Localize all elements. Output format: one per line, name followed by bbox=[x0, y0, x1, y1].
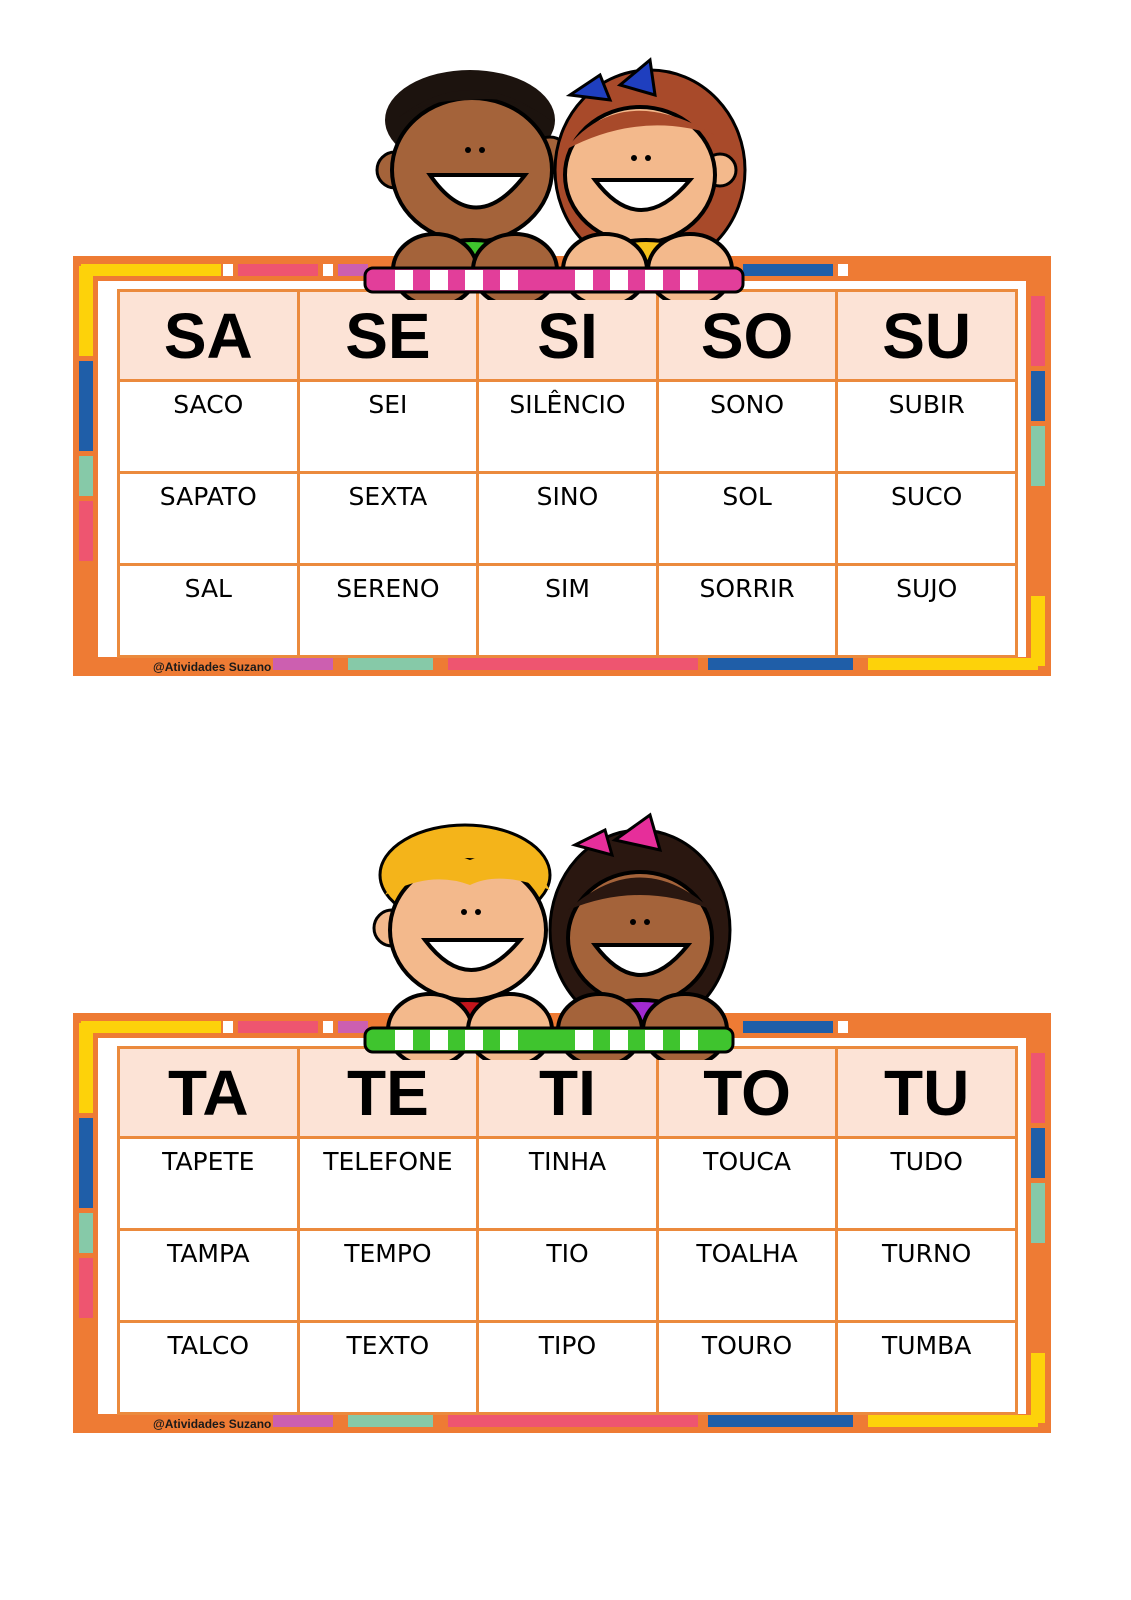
word-row bbox=[119, 565, 1017, 657]
border-stripe bbox=[1031, 1053, 1045, 1123]
word-cell: TOALHA bbox=[657, 1230, 837, 1322]
border-stripe bbox=[273, 658, 333, 670]
word-cell: TEMPO bbox=[298, 1230, 478, 1322]
syllable-table bbox=[117, 289, 1018, 658]
word-cell: TUDO bbox=[837, 1138, 1017, 1230]
border-stripe bbox=[79, 1213, 93, 1253]
word-cell: TIPO bbox=[478, 1322, 658, 1414]
border-stripe bbox=[868, 1415, 1038, 1427]
word-cell: SORRIR bbox=[657, 565, 837, 657]
kids-illustration bbox=[0, 800, 1131, 1060]
syllable-header: SI bbox=[478, 291, 658, 381]
border-stripe bbox=[79, 1258, 93, 1318]
word-cell: TINHA bbox=[478, 1138, 658, 1230]
girl-figure bbox=[550, 815, 730, 1060]
word-cell: TALCO bbox=[119, 1322, 299, 1414]
border-stripe bbox=[1031, 1353, 1045, 1423]
border-stripe bbox=[448, 1415, 698, 1427]
word-cell: TOUCA bbox=[657, 1138, 837, 1230]
word-cell: SAL bbox=[119, 565, 299, 657]
syllable-header: TO bbox=[657, 1048, 837, 1138]
border-stripe bbox=[348, 658, 433, 670]
border-stripe bbox=[1031, 426, 1045, 486]
border-stripe bbox=[868, 658, 1038, 670]
word-cell: TAPETE bbox=[119, 1138, 299, 1230]
boy-figure bbox=[374, 825, 552, 1060]
border-stripe bbox=[79, 1118, 93, 1208]
word-row bbox=[119, 1230, 1017, 1322]
word-cell: SUJO bbox=[837, 565, 1017, 657]
header-row bbox=[119, 291, 1017, 381]
border-stripe bbox=[1031, 296, 1045, 366]
word-cell: SINO bbox=[478, 473, 658, 565]
word-cell: SUBIR bbox=[837, 381, 1017, 473]
credit-watermark: @Atividades Suzano bbox=[153, 660, 272, 674]
border-stripe bbox=[79, 501, 93, 561]
word-cell: SACO bbox=[119, 381, 299, 473]
border-stripe bbox=[1031, 1183, 1045, 1243]
syllable-header: SU bbox=[837, 291, 1017, 381]
border-stripe bbox=[348, 1415, 433, 1427]
word-row bbox=[119, 381, 1017, 473]
border-stripe bbox=[79, 361, 93, 451]
border-stripe bbox=[1031, 1128, 1045, 1178]
syllable-header: TA bbox=[119, 1048, 299, 1138]
border-stripe bbox=[1031, 371, 1045, 421]
word-cell: SERENO bbox=[298, 565, 478, 657]
word-cell: TOURO bbox=[657, 1322, 837, 1414]
word-cell: SOL bbox=[657, 473, 837, 565]
word-cell: SAPATO bbox=[119, 473, 299, 565]
word-cell: TUMBA bbox=[837, 1322, 1017, 1414]
border-stripe bbox=[708, 658, 853, 670]
girl-figure bbox=[555, 60, 745, 300]
word-cell: SEI bbox=[298, 381, 478, 473]
kids-illustration bbox=[0, 40, 1131, 300]
syllable-header: SA bbox=[119, 291, 299, 381]
syllable-header: SE bbox=[298, 291, 478, 381]
word-cell: SILÊNCIO bbox=[478, 381, 658, 473]
border-stripe bbox=[79, 456, 93, 496]
word-cell: TURNO bbox=[837, 1230, 1017, 1322]
word-row bbox=[119, 1322, 1017, 1414]
border-stripe bbox=[708, 1415, 853, 1427]
word-cell: TIO bbox=[478, 1230, 658, 1322]
syllable-card-t bbox=[73, 1013, 1051, 1433]
border-stripe bbox=[1031, 596, 1045, 666]
word-cell: SIM bbox=[478, 565, 658, 657]
word-cell: TAMPA bbox=[119, 1230, 299, 1322]
word-row bbox=[119, 473, 1017, 565]
credit-watermark: @Atividades Suzano bbox=[153, 1417, 272, 1431]
border-stripe bbox=[448, 658, 698, 670]
word-row bbox=[119, 1138, 1017, 1230]
syllable-card-s bbox=[73, 256, 1051, 676]
word-cell: SONO bbox=[657, 381, 837, 473]
word-cell: SEXTA bbox=[298, 473, 478, 565]
syllable-table bbox=[117, 1046, 1018, 1415]
syllable-header: TU bbox=[837, 1048, 1017, 1138]
header-row bbox=[119, 1048, 1017, 1138]
border-stripe bbox=[273, 1415, 333, 1427]
word-cell: SUCO bbox=[837, 473, 1017, 565]
word-cell: TEXTO bbox=[298, 1322, 478, 1414]
boy-figure bbox=[377, 70, 568, 300]
syllable-header: TI bbox=[478, 1048, 658, 1138]
syllable-header: TE bbox=[298, 1048, 478, 1138]
syllable-header: SO bbox=[657, 291, 837, 381]
word-cell: TELEFONE bbox=[298, 1138, 478, 1230]
